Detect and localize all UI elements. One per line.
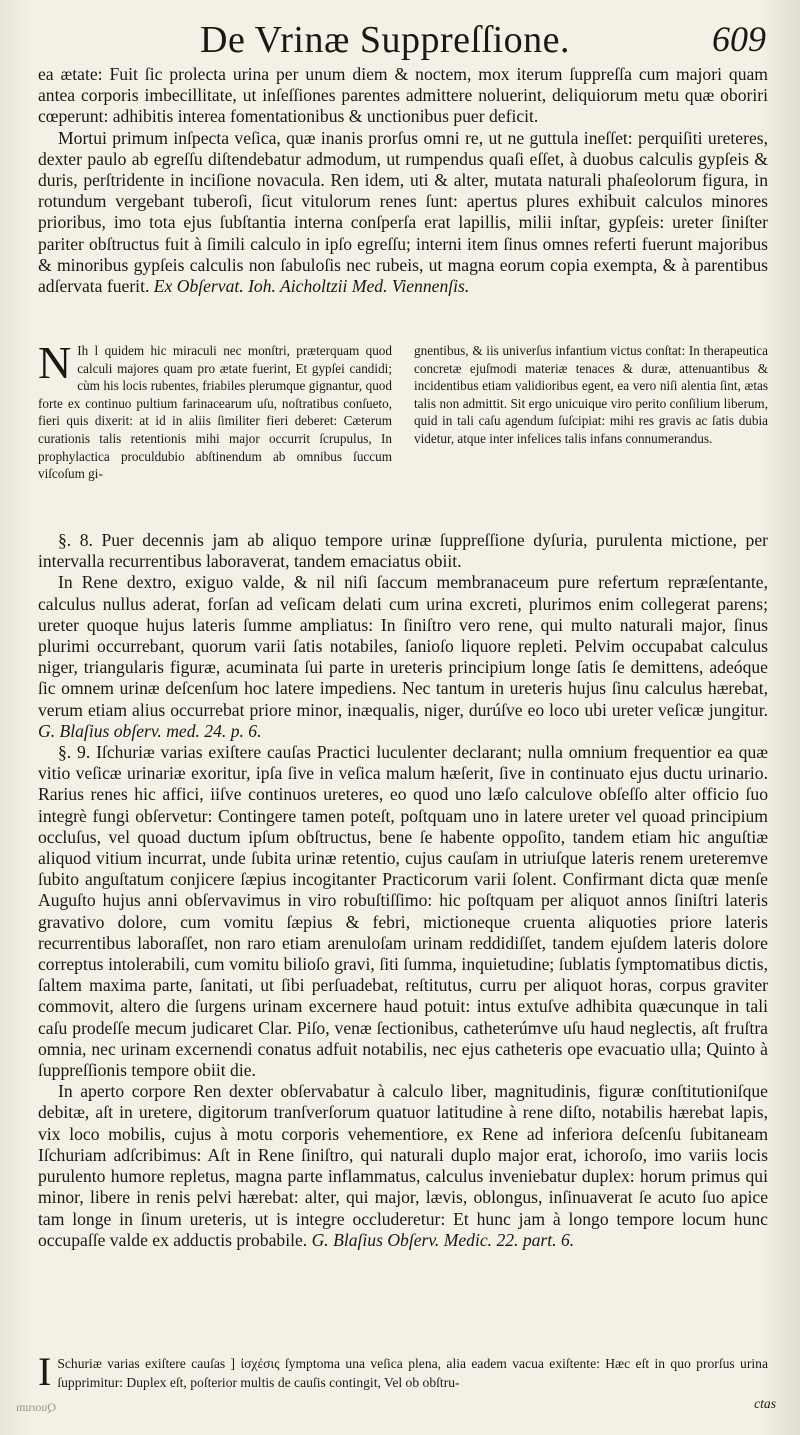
footnote-text: ] ἰσχέσις ſymptoma una veſica plena, alia eadem vacua exiſtente: Hæc eſt in quo prorſus urina ſupprimitur: Duplex eſt, poſterior multis de cauſis contingit, Vel ob obſtru-: [57, 1356, 768, 1390]
footnote-lemma: Schuriæ varias exiſtere cauſas: [57, 1356, 226, 1371]
paragraph: [38, 572, 768, 742]
paragraph-text: In aperto corpore Ren dexter obſervabatur à calculo liber, magnitudinis, figuræ conſtitutioniſque debitæ, aſt in uretere, digitorum tranſverſorum quatuor latitudine à rene diſto, notabilis hærebat lapis, vix loco mobilis, cujus à motu corporis vehementiore, ex Rene ad inferiora deſcenſu ſubitaneam Iſchuriam adſcribimus: Aſt in Rene ſiniſtro, qui naturali duplo major erat, ichoroſo, imo variis locis purulento humore repletus, magna parte inflammatus, calculus inveniebatur duplex: horum primus qui minor, libere in renis pelvi hærebat: alter, qui major, lævis, oblongus, inſinuaverat ſe acuto ſuo apice tam longe in ſinum ureteris, ut is integre occluderetur: Et hunc jam à longo tempore locum hunc occupaſſe valde ex adductis probabile.: [38, 1081, 768, 1250]
commentary-notes: [38, 337, 768, 483]
paragraph: [38, 1081, 768, 1251]
footnote: [38, 1349, 768, 1394]
paragraph: [38, 128, 768, 298]
catchword: ctas: [754, 1396, 776, 1411]
running-head: [30, 14, 780, 64]
source-citation: G. Blaſius obſerv. med. 24. p. 6.: [38, 720, 262, 741]
note-text: Ih l quidem hic miraculi nec monſtri, præterquam quod calculi majores quam pro ætate fuerint, Et gypſei candidi; cùm his locis rubentes, friabiles plerumque gignantur, quod forte ex continuo pultium farinacearum uſu, noſtratibus conſueto, fieri quis dixerit: at id in aliis ſimiliter fieri deberet: Cæterum curationis talis retentionis mihi major occurrit ſcrupulus, In prophylactica proculdubio abſtinendum ab omnibus ſuccum viſcoſum gi-: [38, 343, 392, 482]
paragraph-text: Mortui primum inſpecta veſica, quæ inanis prorſus omni re, ut ne guttula ineſſet: perquiſiti ureteres, dexter paulo ab egreſſu diſtendebatur admodum, ut rumpendus quaſi eſſet, à duobus calculis gypſeis & duris, perſtridente in inciſione novacula. Ren idem, uti & alter, mutata naturali phaſeolorum figura, in rotundum vergebant tuberoſi, ſicut vitulorum renes ſunt: apertus plures exhibuit calculos minores prioribus, imo tota ejus ſubſtantia interna conſperſa erat lapillis, milii inſtar, gypſeis: ureter ſiniſter pariter obſtructus fuit à ſimili calculo in ipſo egreſſu; interni item ſinus omnes referti fuerunt majoribus & minoribus gypſeis calculis non ſabuloſis nec rubeis, ut magna eorum copia exempta, & à parentibus adſervata fuerit.: [38, 127, 768, 297]
paragraph: §. 8. Puer decennis jam ab aliquo tempore urinæ ſuppreſſione dyſuria, purulenta mictione, per intervalla recurrentibus laboraverat, tandem emaciatus obiit.: [38, 530, 768, 572]
source-citation: G. Blaſius Obſerv. Medic. 22. part. 6.: [311, 1229, 575, 1250]
paragraph-text: In Rene dextro, exiguo valde, & nil niſi ſaccum membranaceum pure refertum repræſentante, calculus nullus aderat, forſan ad veſicam delati cum urina excreti, plurimos enim collegerat parens; ureter quoque hujus lateris ſumme ampliatus: In ſiniſtro vero rene, qui multo naturali major, ſinus plurimi occurrebant, quorum varii ſatis notabiles, ſanioſo liquore repleti. Pelvim occupabat calculus niger, triangularis figuræ, acuminata ſui parte in ureteris principium longe ſatis ſe demittens, adeóque ſic omnem urinæ deſcenſum hoc latere impediens. Nec tantum in ureteris hujus ſinu calculus hærebat, verum etiam alius occurrebat priore minor, inæqualis, niger, durúſve eo loco ubi ureter veſicæ jungitur.: [38, 572, 768, 720]
body-text-block-1: [38, 64, 768, 297]
drop-cap: I: [38, 1349, 52, 1394]
note-column-right: gnentibus, & iis univerſus infantium victus conſtat: In therapeutica concretæ ejuſmodi materiæ tenaces & duræ, attenuantibus & incidentibus etiam validioribus egent, ea vero niſi alentia ſint, ætas talis non admittit. Sit ergo unicuique viro perito conſilium liberum, quid in tali caſu agendum ſuſcipiat: mihi res gravis ac ſatis dubia videtur, atque inter infelices talis infans connumerandus.: [414, 343, 768, 446]
bleed-through-text: Quorum: [16, 1400, 56, 1414]
body-text-block-2: [38, 530, 768, 1251]
note-column-left: [38, 337, 392, 483]
running-title: De Vrinæ Suppreſſione.: [200, 19, 571, 61]
paragraph: §. 9. Iſchuriæ varias exiſtere cauſas Practici luculenter declarant; nulla omnium frequentior ea quæ vitio veſicæ urinariæ exoritur, ipſa ſive in veſica malum hæſerit, ſive in continuato ejus ductu urinario. Rarius renes hic affici, iiſve continuos ureteres, eo quod uno læſo calculove obſeſſo alter officio ſuo integrè fungi obſervetur: Contingere tamen poteſt, poſtquam uno in latere ureter vel quoad principium occluſus, vel quoad ductum ipſum obſtructus, bene ſe habente oppoſito, tandem etiam hic anguſtiæ aliquod vitium incurrat, unde ſubita urinæ retentio, cujus cauſam in utriuſque lateris renem ureteremve ſubito anguſtatum conjicere ſæpius incogitanter Practicorum varii ſolent. Confirmant dicta quæ menſe Auguſto hujus anni obſervavimus in viro robuſtiſſimo: hic poſtquam per aliquot annos ſiniſtri lateris gravativo dolore, cum vomitu ſæpius & febri, mictioneque cruenta aliquoties priore lateris recurrentibus laboraſſet, non raro etiam arenuloſam urinam reddidiſſet, tandem ejuſdem lateris dolore correptus intolerabili, cum vomitu bilioſo gravi, ſiti ſumma, inquietudine; ſublatis ſymptomatibus dictis, ſaltem maxima parte, ſanitati, ut ſibi perſuadebat, reſtitutus, curru per aliquot horas, corpus graviter commovit, altero die ſurgens urinam excernere haud potuit: intus extuſve adhibita quæcunque in tali caſu prodeſſe mecum judicaret Clar. Piſo, venæ ſectionibus, catheterúmve uſu haud neglectis, aſt fruſtra omnia, nec urinam excernendi conatus adfuit notabilis, nec ejus catheteris ope evacuatio ulla; Quinto à ſuppreſſionis tempore obiit die.: [38, 742, 768, 1081]
paragraph: ea ætate: Fuit ſic prolecta urina per unum diem & noctem, mox iterum ſuppreſſa cum majori quam antea corporis imbecillitate, ut inſeſſiones parentes admittere noluerint, deliquiorum metu quæ oboriri cœperunt: adhibitis interea fomentationibus & unctionibus puer deficit.: [38, 64, 768, 127]
drop-cap: N: [38, 337, 72, 388]
page-number: 609: [712, 19, 766, 59]
source-citation: Ex Obſervat. Ioh. Aicholtzii Med. Viennenſis.: [153, 276, 470, 297]
